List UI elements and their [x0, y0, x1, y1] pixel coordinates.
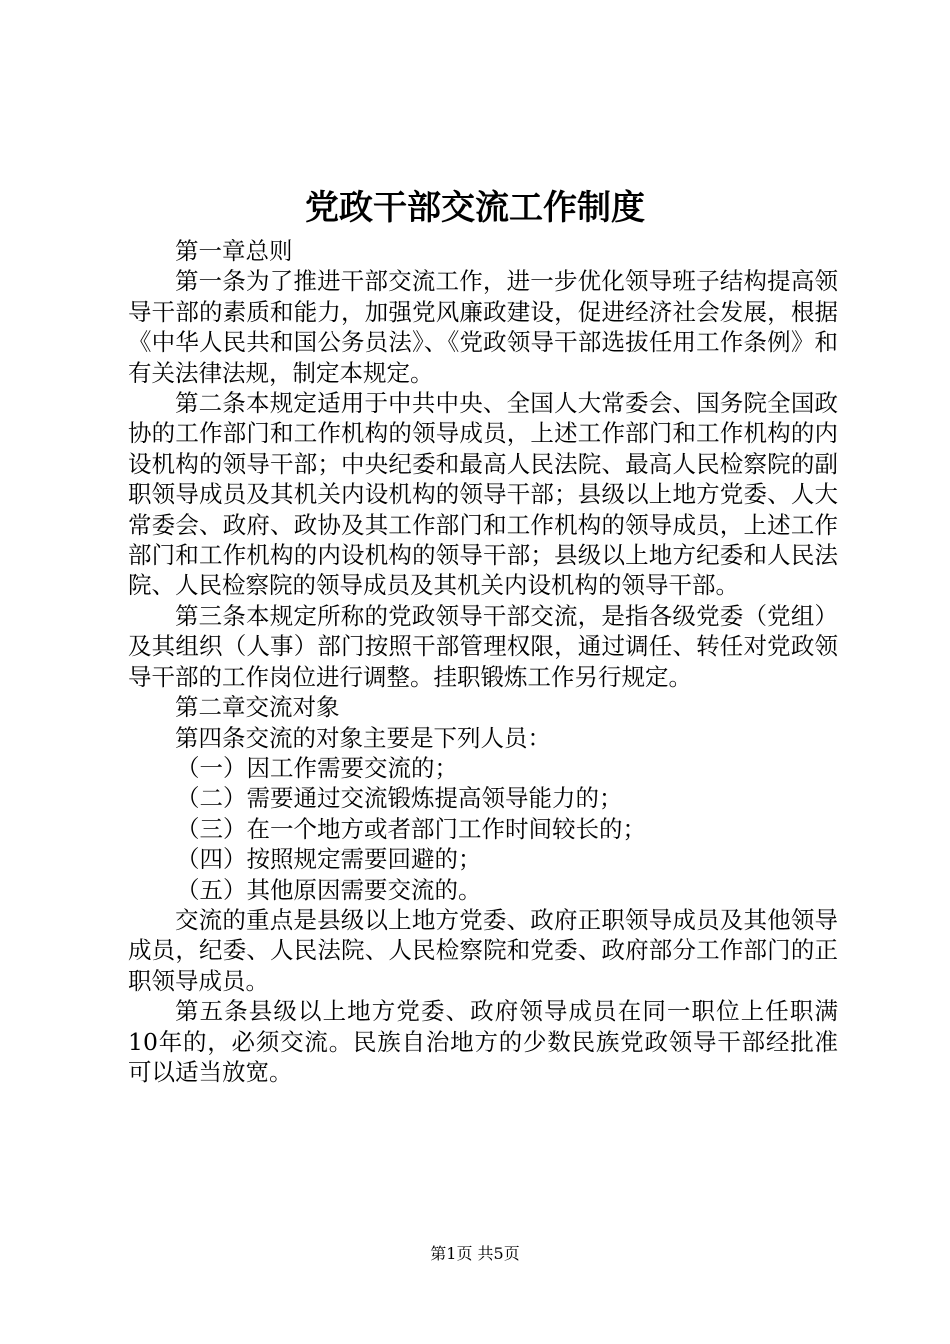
- article-paragraph: 第二条本规定适用于中共中央、全国人大常委会、国务院全国政协的工作部门和工作机构的领导成员，上述工作部门和工作机构的内设机构的领导干部；中央纪委和最高人民法院、最高人民检察院的副职领导成员及其机关内设机构的领导干部；县级以上地方党委、人大常委会、政府、政协及其工作部门和工作机构的领导成员，上述工作部门和工作机构的内设机构的领导干部；县级以上地方纪委和人民法院、人民检察院的领导成员及其机关内设机构的领导干部。: [128, 389, 838, 600]
- article-paragraph: 第一条为了推进干部交流工作，进一步优化领导班子结构提高领导干部的素质和能力，加强党风廉政建设，促进经济社会发展，根据《中华人民共和国公务员法》、《党政领导干部选拔任用工作条例》和有关法律法规，制定本规定。: [128, 267, 838, 387]
- article-paragraph: 交流的重点是县级以上地方党委、政府正职领导成员及其他领导成员，纪委、人民法院、人民检察院和党委、政府部分工作部门的正职领导成员。: [128, 905, 838, 995]
- article-paragraph: 第五条县级以上地方党委、政府领导成员在同一职位上任职满10年的，必须交流。民族自治地方的少数民族党政领导干部经批准可以适当放宽。: [128, 997, 838, 1086]
- document-body: [128, 236, 838, 1087]
- list-item: （一）因工作需要交流的；: [176, 753, 458, 782]
- list-item: （三）在一个地方或者部门工作时间较长的；: [176, 814, 646, 843]
- list-item: （二）需要通过交流锻炼提高领导能力的；: [176, 784, 623, 813]
- article-paragraph: 第四条交流的对象主要是下列人员：: [175, 723, 551, 752]
- chapter-heading: 第一章总则: [175, 237, 293, 265]
- chapter-heading: 第二章交流对象: [175, 693, 340, 722]
- page-number-footer: 第1页 共5页: [430, 1244, 520, 1263]
- list-item: （五）其他原因需要交流的。: [176, 875, 482, 904]
- article-paragraph: 第三条本规定所称的党政领导干部交流，是指各级党委（党组）及其组织（人事）部门按照干部管理权限，通过调任、转任对党政领导干部的工作岗位进行调整。挂职锻炼工作另行规定。: [128, 601, 838, 691]
- list-item: （四）按照规定需要回避的；: [176, 845, 482, 874]
- document-title: 党政干部交流工作制度: [305, 188, 645, 228]
